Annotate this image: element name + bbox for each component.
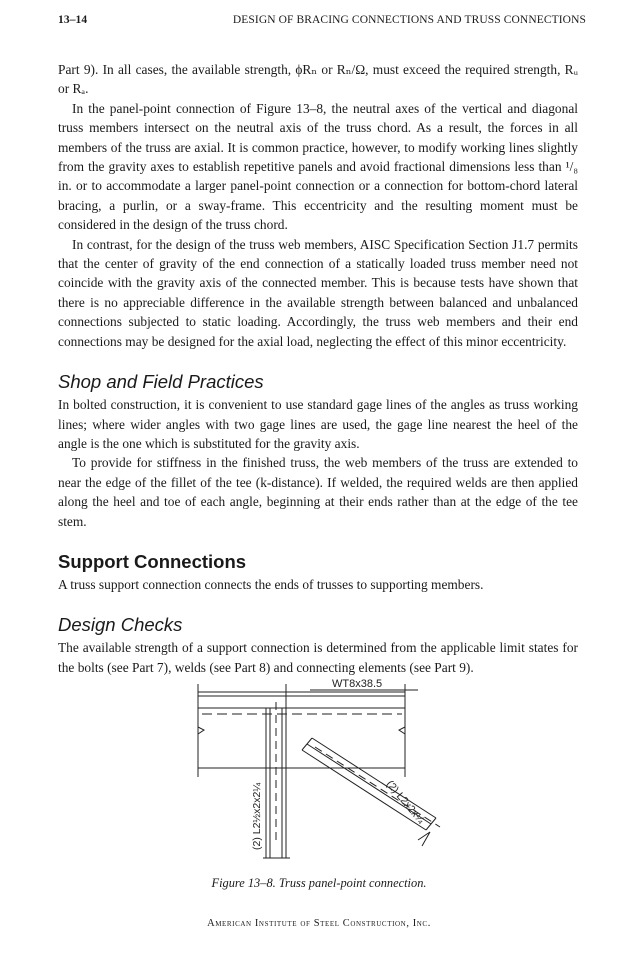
chord-label: WT8x38.5 [332, 678, 383, 690]
paragraph-4: In bolted construction, it is convenient to use standard gage lines of the angles as truss working lines; where wider angles with two gage lines are used, the gage line nearest the heel of the angle is the one which is substituted for the gravity axis. [58, 397, 578, 451]
body-text [58, 60, 578, 677]
diagonal-top-end [302, 738, 312, 750]
heading-support-connections: Support Connections [58, 550, 247, 572]
diagonal-arrow [418, 832, 430, 846]
diagonal-end [426, 818, 436, 830]
publisher-footer: American Institute of Steel Construction, Inc. [207, 918, 431, 929]
left-break-mark [198, 727, 204, 734]
figure-caption: Figure 13–8. Truss panel-point connection. [211, 876, 427, 890]
paragraph-2: In the panel-point connection of Figure 13–8, the neutral axes of the vertical and diagonal truss members intersect on the neutral axis of the truss chord. As a result, the forces in all members of the truss are axial. It is common practice, however, to modify working lines slightly from the gravity axes to establish repetitive panels and avoid fractional dimensions less than ¹/₈ in. or to accommodate a larger panel-point connection or a connection for bottom-chord lateral bracing, a purlin, or a sway-frame. This eccentricity and the resulting moment must be considered in the design of the truss chord. [58, 100, 578, 233]
truss-figure [190, 672, 460, 867]
page-number: 13–14 [58, 14, 88, 26]
paragraph-3: In contrast, for the design of the truss web members, AISC Specification Section J1.7 permits that the center of gravity of the end connection of a statically loaded truss member need not coincide with the gravity axis of the connected member. This is because tests have shown that there is no appreciable difference in the available strength between balanced and unbalanced connections subjected to static loading. Accordingly, the truss web members and their end connections may be designed for the axial load, neglecting the effect of this minor eccentricity. [58, 236, 578, 349]
paragraph-5: To provide for stiffness in the finished truss, the web members of the truss are extended to near the edge of the fillet of the tee (k-distance). If welded, the required welds are then applied along the heel and toe of each angle, beginning at their ends rather than at the edge of the tee stem. [58, 455, 578, 529]
heading-design-checks: Design Checks [58, 614, 183, 636]
running-title: DESIGN OF BRACING CONNECTIONS AND TRUSS CONNECTIONS [232, 14, 586, 26]
diagonal-label: (2) L2x2x¼ [383, 778, 427, 827]
truss-drawing [190, 672, 460, 867]
vertical-label: (2) L2½x2x2¼ [251, 782, 263, 850]
paragraph-6: A truss support connection connects the ends of trusses to supporting members. [58, 576, 484, 592]
diagonal-edge-1 [302, 750, 426, 830]
paragraph-7: The available strength of a support connection is determined from the applicable limit states for the bolts (see Part 7), welds (see Part 8) and connecting elements (see Part 9). [58, 640, 578, 675]
heading-shop-field-practices: Shop and Field Practices [58, 371, 264, 393]
paragraph-1: Part 9). In all cases, the available strength, ϕRₙ or Rₙ/Ω, must exceed the required strength, Rᵤ or Rₐ. [58, 62, 578, 97]
right-break-mark [399, 727, 405, 734]
